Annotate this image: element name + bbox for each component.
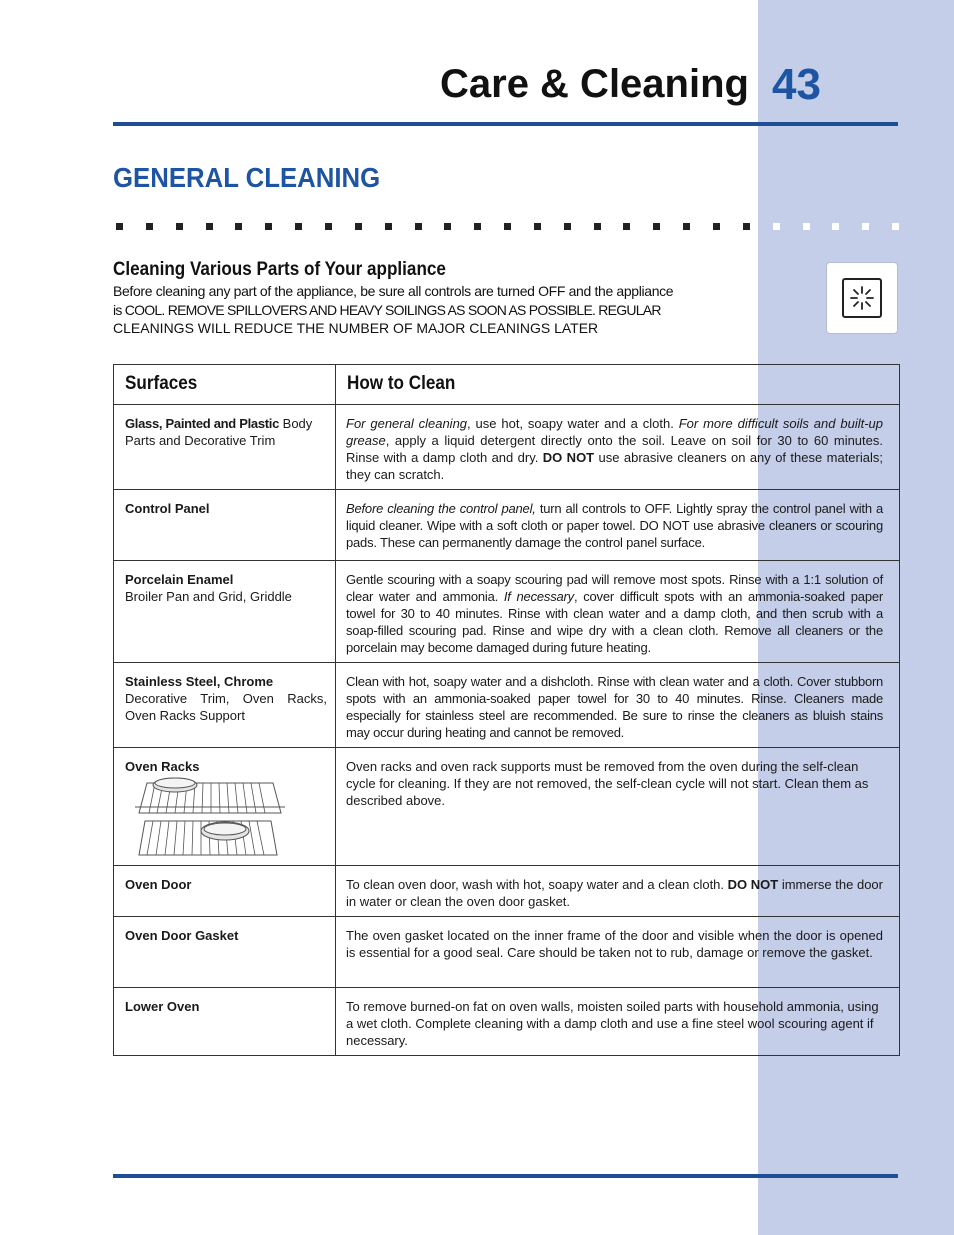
- how-to-clean-cell: Oven racks and oven rack supports must be removed from the oven during the self-clean cycle for cleaning. If they are not removed, the self-clean cycle will not start. Clean them as described above.: [336, 748, 900, 866]
- divider-dot: [444, 223, 451, 230]
- surface-name: Lower Oven: [125, 999, 200, 1014]
- divider-dot: [474, 223, 481, 230]
- divider-dot: [325, 223, 332, 230]
- intro-line: CLEANINGS WILL REDUCE THE NUMBER OF MAJOR CLEANINGS LATER: [113, 320, 599, 336]
- divider-dot: [683, 223, 690, 230]
- surface-name: Stainless Steel, Chrome: [125, 674, 274, 689]
- divider-dot: [235, 223, 242, 230]
- surface-name: Porcelain Enamel: [125, 572, 234, 587]
- table-row: [114, 561, 900, 663]
- oven-racks-illustration: [125, 777, 285, 859]
- how-to-clean-cell: Before cleaning the control panel, turn all controls to OFF. Lightly spray the control panel with a liquid cleaner. Wipe with a soft cloth or paper towel. DO NOT use abrasive cleaners or scouring pads. These can permanently damage the control panel surface.: [336, 490, 900, 561]
- surface-detail: Broiler Pan and Grid, Griddle: [125, 589, 292, 604]
- how-to-clean-cell: To remove burned-on fat on oven walls, moisten soiled parts with household ammonia, using a wet cloth. Complete cleaning with a damp cloth and use a fine steel wool scouring agent if necessary.: [336, 988, 900, 1056]
- divider-dot: [176, 223, 183, 230]
- divider-dot: [206, 223, 213, 230]
- divider-dot: [803, 223, 810, 230]
- divider-dot: [415, 223, 422, 230]
- surface-cell: [114, 866, 336, 917]
- how-to-clean-cell: Gentle scouring with a soapy scouring pad will remove most spots. Rinse with a 1:1 solution of clear water and ammonia. If necessary, cover difficult spots with an ammonia-soaked paper towel for 30 to 40 minutes. Rinse with clean water and a damp cloth, and then scrub with a soap-filled scouring pad. Rinse and wipe dry with a clean cloth. Remove all cleaners or the porcelain may become damaged during future heating.: [336, 561, 900, 663]
- divider-dot: [116, 223, 123, 230]
- how-to-clean-cell: For general cleaning, use hot, soapy water and a cloth. For more difficult soils and built-up grease, apply a liquid detergent directly onto the soil. Leave on soil for 30 to 60 minutes. Rinse with a damp cloth and dry. DO NOT use abrasive cleaners on any of these materials; they can scratch.: [336, 405, 900, 490]
- intro-subheading: Cleaning Various Parts of Your appliance: [113, 259, 446, 280]
- intro-line: Before cleaning any part of the appliance, be sure all controls are turned OFF and the appliance: [113, 283, 674, 299]
- table-row: [114, 988, 900, 1056]
- intro-paragraph: [113, 282, 743, 338]
- surface-cell: [114, 748, 336, 866]
- surface-name: Oven Racks: [125, 759, 200, 774]
- divider-dot: [295, 223, 302, 230]
- section-title: GENERAL CLEANING: [113, 162, 381, 193]
- divider-dot: [653, 223, 660, 230]
- table-row: [114, 490, 900, 561]
- page-number: 43: [772, 60, 821, 109]
- divider-dot: [355, 223, 362, 230]
- surface-name: Control Panel: [125, 501, 210, 516]
- cleaning-table: [113, 364, 900, 1056]
- surface-detail: Body Parts and Decorative Trim: [125, 416, 313, 448]
- divider-dot: [564, 223, 571, 230]
- table-row: [114, 866, 900, 917]
- divider-dot: [146, 223, 153, 230]
- divider-dot: [594, 223, 601, 230]
- footer-rule: [113, 1174, 898, 1178]
- intro-line: is COOL. REMOVE SPILLOVERS AND HEAVY SOILINGS AS SOON AS POSSIBLE. REGULAR: [113, 301, 661, 318]
- self-clean-icon: [826, 262, 898, 334]
- table-row: [114, 405, 900, 490]
- table-row: [114, 917, 900, 988]
- how-to-clean-header: How to Clean: [336, 365, 900, 405]
- divider-dot: [862, 223, 869, 230]
- surface-name: Oven Door Gasket: [125, 928, 239, 943]
- divider-dot: [534, 223, 541, 230]
- divider-dot: [892, 223, 899, 230]
- surface-cell: [114, 917, 336, 988]
- surface-cell: [114, 561, 336, 663]
- divider-dot: [713, 223, 720, 230]
- how-to-clean-cell: The oven gasket located on the inner frame of the door and visible when the door is opened is essential for a good seal. Care should be taken not to rub, damage or remove the gasket.: [336, 917, 900, 988]
- divider-dot: [265, 223, 272, 230]
- divider-dot: [743, 223, 750, 230]
- divider-dot: [623, 223, 630, 230]
- how-to-clean-cell: Clean with hot, soapy water and a dishcloth. Rinse with clean water and a cloth. Cover stubborn spots with an ammonia-soaked paper towel for 30 to 40 minutes. Rinse. Cleaners made especially for stainless steel are recommended. Be sure to rinse the cleaners as bluish stains may occur during heating and cannot be removed.: [336, 663, 900, 748]
- dotted-divider: [113, 223, 903, 231]
- surface-cell: [114, 663, 336, 748]
- surface-name: Glass, Painted and Plastic: [125, 416, 280, 431]
- page-header-title: Care & Cleaning: [440, 62, 749, 106]
- surface-name: Oven Door: [125, 877, 192, 892]
- divider-dot: [773, 223, 780, 230]
- surface-cell: [114, 988, 336, 1056]
- how-to-clean-cell: To clean oven door, wash with hot, soapy water and a clean cloth. DO NOT immerse the door in water or clean the oven door gasket.: [336, 866, 900, 917]
- divider-dot: [832, 223, 839, 230]
- surface-cell: [114, 405, 336, 490]
- surfaces-header: Surfaces: [114, 365, 336, 405]
- table-row: [114, 663, 900, 748]
- table-row: [114, 748, 900, 866]
- divider-dot: [385, 223, 392, 230]
- header-rule: [113, 122, 898, 126]
- surface-detail: Decorative Trim, Oven Racks, Oven Racks Support: [125, 691, 327, 723]
- table-header-row: [114, 365, 900, 405]
- divider-dot: [504, 223, 511, 230]
- surface-cell: [114, 490, 336, 561]
